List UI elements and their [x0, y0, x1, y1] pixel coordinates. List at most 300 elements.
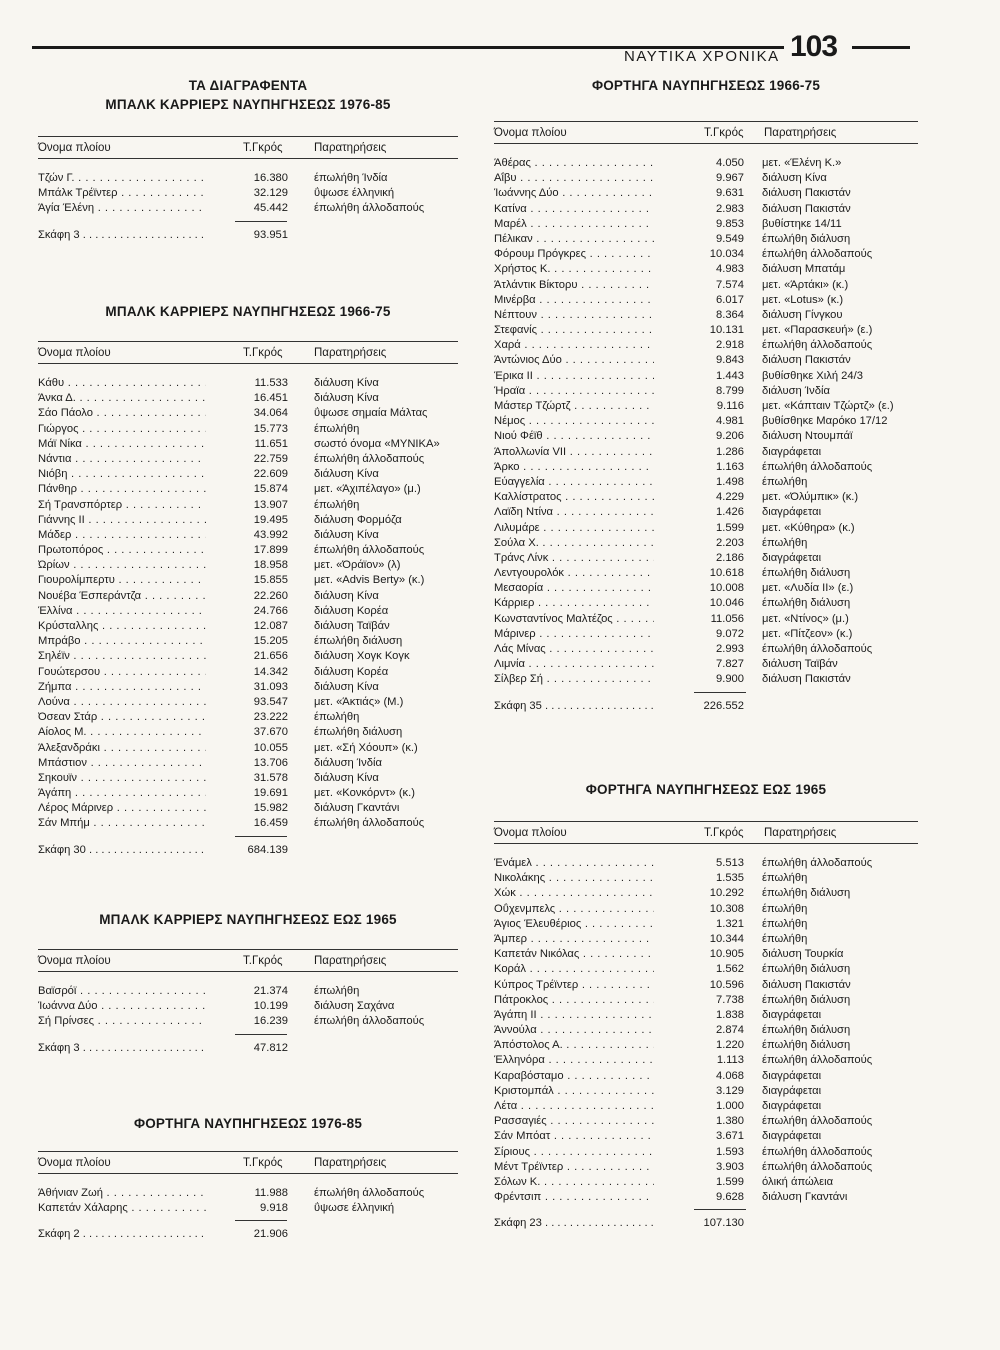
ship-name: Έλλίνα . . .: [38, 604, 206, 619]
remarks: μετ. «Άρτάκι» (κ.): [762, 278, 849, 291]
table-row: [494, 627, 918, 642]
gross-tonnage: 10.131: [709, 324, 744, 337]
section-title: ΜΠΑΛΚ ΚΑΡΡΙΕΡΣ ΝΑΥΠΗΓΗΣΕΩΣ 1966-75: [105, 304, 391, 319]
table-row: [38, 558, 458, 573]
ship-name: Κάθυ . . .: [38, 376, 206, 391]
gross-tonnage: 2.918: [716, 339, 744, 352]
column-header-name: Όνομα πλοίου: [38, 1157, 111, 1169]
gross-tonnage: 5.513: [716, 857, 744, 869]
gross-tonnage: 9.843: [716, 354, 744, 367]
gross-tonnage: 12.087: [253, 620, 288, 632]
column-header-grt: Τ.Γκρός: [243, 955, 283, 967]
table-row: [38, 741, 458, 756]
ship-list: [38, 171, 458, 217]
remarks: διάλυση Κίνα: [762, 172, 827, 185]
gross-tonnage: 9.116: [716, 400, 744, 412]
table-row: [494, 308, 918, 323]
remarks: έπωλήθη άλλοδαπούς: [314, 817, 425, 830]
gross-tonnage: 19.691: [253, 787, 288, 800]
ship-name: Καραβόσταμο . . .: [494, 1069, 654, 1084]
table-row: [38, 665, 458, 680]
gross-tonnage: 1.113: [716, 1054, 744, 1067]
gross-tonnage: 3.671: [716, 1130, 744, 1143]
ship-name: Τζών Γ. . . .: [38, 171, 206, 186]
table-row: [494, 1129, 918, 1144]
table-row: [494, 978, 918, 993]
remarks: έπωλήθη άλλοδαπούς: [762, 1054, 873, 1067]
gross-tonnage: 1.838: [716, 1008, 744, 1021]
table-row: [494, 947, 918, 962]
ship-name: Άτλάντικ Βίκτορυ . . .: [494, 278, 654, 293]
gross-tonnage: 11.056: [710, 612, 744, 625]
remarks: διάλυση Κίνα: [314, 377, 379, 389]
remarks: έπωλήθη: [762, 917, 808, 930]
ship-name: Πάνθηρ . . .: [38, 482, 206, 497]
ship-name: Μάστερ Τζώρτζ . . .: [494, 399, 654, 414]
table-row: [38, 513, 458, 528]
table-row: [494, 1175, 918, 1190]
gross-tonnage: 1.599: [716, 521, 744, 534]
table-row: [38, 573, 458, 588]
remarks: διάλυση Ντουμπάϊ: [762, 430, 853, 443]
column-header-notes: Παρατηρήσεις: [764, 827, 837, 839]
remarks: σωστό όνομα «ΜΥΝΙΚΑ»: [314, 437, 440, 450]
ship-name: Μινέρβα . . .: [494, 293, 654, 308]
table-row: [494, 475, 918, 490]
total-grt: 226.552: [703, 699, 744, 712]
ship-name: Σή Πρίνσες . . .: [38, 1014, 206, 1029]
remarks: έπωλήθη: [314, 711, 360, 724]
column-header-grt: Τ.Γκρός: [704, 827, 744, 839]
table-row: [494, 871, 918, 886]
ship-name: Ζήμπα . . .: [38, 680, 206, 695]
ship-name: Φρέντσιπ . . .: [494, 1190, 654, 1205]
table-row: [38, 498, 458, 513]
table-row: [38, 437, 458, 452]
gross-tonnage: 13.706: [253, 756, 288, 769]
table-row: [494, 414, 918, 429]
ship-name: Καλλίστρατος . . .: [494, 490, 654, 505]
table-row: [494, 1008, 918, 1023]
ship-name: Άγάπη ΙΙ . . .: [494, 1008, 654, 1023]
ship-name: Κρύσταλλης . . .: [38, 619, 206, 634]
ship-name: Τράνς Λίνκ . . .: [494, 551, 654, 566]
ship-name: Άντώνιος Δύο . . .: [494, 353, 654, 368]
table-row: [494, 217, 918, 232]
table-row: [494, 247, 918, 262]
remarks: μετ. «Lotus» (κ.): [762, 293, 844, 306]
ship-name: Λούνα . . .: [38, 695, 206, 710]
gross-tonnage: 4.983: [716, 263, 744, 276]
gross-tonnage: 45.442: [253, 202, 288, 215]
ship-list: [38, 1186, 458, 1216]
gross-tonnage: 1.000: [716, 1100, 744, 1112]
gross-tonnage: 15.874: [253, 483, 288, 496]
section-bulk-1976-85: [38, 76, 458, 243]
column-header-grt: Τ.Γκρός: [243, 1157, 283, 1169]
table-row: [494, 202, 918, 217]
remarks: διαγράφεται: [762, 1100, 822, 1112]
ship-name: Χρήστος Κ. . . .: [494, 262, 654, 277]
table-row: [38, 680, 458, 695]
remarks: έπωλήθη διάλυση: [762, 597, 851, 610]
remarks: διάλυση Φορμόζα: [314, 513, 402, 526]
ship-name: Άλεξανδράκι . . .: [38, 741, 206, 756]
ship-name: Ώρίων . . .: [38, 558, 206, 573]
ship-name: Γιουρολίμπερτυ . . .: [38, 573, 206, 588]
gross-tonnage: 11.988: [254, 1187, 288, 1199]
ship-name: Σίριους . . .: [494, 1145, 654, 1160]
gross-tonnage: 3.903: [716, 1160, 744, 1173]
table-row: [38, 725, 458, 740]
gross-tonnage: 10.618: [709, 567, 744, 580]
table-row: [494, 262, 918, 277]
total-label: Σκάφη 3 . . .: [38, 1040, 206, 1056]
gross-tonnage: 10.292: [709, 887, 744, 900]
gross-tonnage: 8.364: [716, 308, 744, 321]
remarks: μετ. «Κονκόρντ» (κ.): [314, 787, 415, 800]
table-row: [494, 902, 918, 917]
remarks: διάλυση Γκαντάνι: [314, 802, 400, 815]
gross-tonnage: 9.549: [716, 232, 744, 245]
gross-tonnage: 9.206: [716, 430, 744, 443]
gross-tonnage: 16.380: [253, 172, 288, 184]
section-cargo-1976-85: [38, 1114, 458, 1242]
remarks: διάλυση Πακιστάν: [762, 354, 851, 367]
total-rule: [494, 1205, 918, 1215]
table-header: [38, 949, 458, 970]
remarks: διάλυση Ταϊβάν: [762, 658, 838, 671]
gross-tonnage: 2.983: [716, 202, 744, 215]
table-header: [494, 821, 918, 842]
remarks: έπωλήθη άλλοδαπούς: [314, 544, 425, 557]
ship-name: Ένάμελ . . .: [494, 856, 654, 871]
total-row: [38, 842, 458, 858]
table-row: [38, 376, 458, 391]
table-row: [38, 801, 458, 816]
ship-name: Έλληνόρα . . .: [494, 1053, 654, 1068]
column-header-name: Όνομα πλοίου: [38, 347, 111, 359]
gross-tonnage: 2.993: [716, 643, 744, 655]
gross-tonnage: 6.017: [716, 293, 744, 306]
total-row: [38, 1226, 458, 1242]
table-header: [494, 121, 918, 142]
remarks: έπωλήθη άλλοδαπούς: [762, 1160, 873, 1173]
remarks: διάλυση Μπατάμ: [762, 263, 846, 276]
remarks: βυθίσθηκε Μαρόκο 17/12: [762, 415, 888, 428]
table-row: [38, 467, 458, 482]
remarks: έπωλήθη διάλυση: [762, 887, 851, 900]
total-label: Σκάφη 3 . . .: [38, 227, 206, 243]
ship-name: Μεσαορία . . .: [494, 581, 654, 596]
table-row: [38, 201, 458, 216]
remarks: μετ. «Άκτιάς» (Μ.): [314, 695, 404, 708]
ship-name: Μπάστιον . . .: [38, 756, 206, 771]
table-row: [38, 186, 458, 201]
table-row: [38, 999, 458, 1014]
remarks: έπωλήθη: [762, 536, 808, 549]
ship-name: Άμπερ . . .: [494, 932, 654, 947]
remarks: έπωλήθη άλλοδαπούς: [762, 643, 873, 655]
ship-name: Νάντια . . .: [38, 452, 206, 467]
gross-tonnage: 4.050: [716, 157, 744, 169]
ship-name: Σίλβερ Σή . . .: [494, 672, 654, 687]
gross-tonnage: 13.907: [253, 498, 288, 511]
table-row: [494, 293, 918, 308]
remarks: έπωλήθη διάλυση: [314, 726, 403, 739]
table-row: [494, 551, 918, 566]
table-row: [494, 672, 918, 687]
gross-tonnage: 14.342: [253, 665, 288, 678]
column-header-grt: Τ.Γκρός: [704, 127, 744, 139]
ship-name: Φόρουμ Πρόγκρες . . .: [494, 247, 654, 262]
gross-tonnage: 9.967: [716, 172, 744, 185]
table-row: [494, 1023, 918, 1038]
ship-name: Χώκ . . .: [494, 886, 654, 901]
table-row: [38, 589, 458, 604]
table-header: [38, 1151, 458, 1172]
remarks: έπωλήθη: [762, 872, 808, 885]
gross-tonnage: 21.656: [253, 650, 288, 663]
ship-name: Άγάπη . . .: [38, 786, 206, 801]
remarks: διάλυση Κίνα: [314, 468, 379, 481]
remarks: μετ. «Advis Berty» (κ.): [314, 574, 425, 587]
remarks: μετ. «Ντίνος» (μ.): [762, 612, 849, 625]
remarks: έπωλήθη: [314, 498, 360, 511]
table-row: [494, 1114, 918, 1129]
ship-name: Γουώτερσου . . .: [38, 665, 206, 680]
table-row: [494, 369, 918, 384]
ship-name: Λαϊδη Ντίνα . . .: [494, 505, 654, 520]
ship-name: Μαρέλ . . .: [494, 217, 654, 232]
gross-tonnage: 16.459: [253, 817, 288, 830]
ship-name: Βαϊσρόϊ . . .: [38, 984, 206, 999]
gross-tonnage: 4.068: [716, 1069, 744, 1082]
table-row: [38, 771, 458, 786]
table-row: [494, 384, 918, 399]
table-row: [494, 581, 918, 596]
remarks: διάλυση Κίνα: [314, 589, 379, 602]
total-label: Σκάφη 2 . . .: [38, 1226, 206, 1242]
table-row: [494, 399, 918, 414]
gross-tonnage: 7.738: [716, 993, 744, 1006]
column-header-notes: Παρατηρήσεις: [764, 127, 837, 139]
gross-tonnage: 32.129: [253, 187, 288, 200]
ship-name: Γιάννης ΙΙ . . .: [38, 513, 206, 528]
column-header-grt: Τ.Γκρός: [243, 347, 283, 359]
remarks: έπωλήθη: [762, 932, 808, 945]
gross-tonnage: 9.853: [716, 217, 744, 230]
ship-name: Ρασσαγιές . . .: [494, 1114, 654, 1129]
ship-name: Έρικα ΙΙ . . .: [494, 369, 654, 384]
gross-tonnage: 1.593: [716, 1145, 744, 1158]
remarks: διάλυση Γίνγκου: [762, 308, 843, 321]
ship-name: Μάρινερ . . .: [494, 627, 654, 642]
table-row: [494, 657, 918, 672]
ship-name: Νικολάκης . . .: [494, 871, 654, 886]
section-cargo-1966-75: [494, 76, 918, 714]
table-row: [38, 756, 458, 771]
header-rule-right: [852, 46, 910, 49]
gross-tonnage: 9.631: [716, 187, 744, 200]
ship-name: Κωνσταντίνος Μαλτέζος . . .: [494, 612, 654, 627]
ship-name: Σόλων Κ. . . .: [494, 1175, 654, 1190]
ship-name: Λιλυμάρε . . .: [494, 521, 654, 536]
section-title: ΦΟΡΤΗΓΑ ΝΑΥΠΗΓΗΣΕΩΣ 1966-75: [591, 78, 821, 93]
table-header: [38, 341, 458, 362]
remarks: έπωλήθη: [762, 902, 808, 915]
table-row: [494, 232, 918, 247]
gross-tonnage: 24.766: [253, 604, 288, 617]
gross-tonnage: 9.900: [716, 673, 744, 686]
section-bulk-until-1965: [38, 910, 458, 1056]
ship-name: Άπολλωνία VII . . .: [494, 445, 654, 460]
gross-tonnage: 1.380: [716, 1115, 744, 1128]
gross-tonnage: 34.064: [253, 407, 288, 420]
total-rule: [494, 688, 918, 698]
ship-name: Λέτα . . .: [494, 1099, 654, 1114]
remarks: διάλυση Χογκ Κογκ: [314, 650, 410, 663]
ship-name: Πάτροκλος . . .: [494, 993, 654, 1008]
table-row: [38, 1186, 458, 1201]
table-row: [38, 391, 458, 406]
magazine-title: ΝΑΥΤΙΚΑ ΧΡΟΝΙΚΑ: [624, 48, 780, 65]
remarks: ΰψωσε έλληνική: [314, 187, 395, 200]
ship-name: Μέντ Τρέϊντερ . . .: [494, 1160, 654, 1175]
ship-name: Κατίνα . . .: [494, 202, 654, 217]
gross-tonnage: 22.260: [253, 589, 288, 602]
ship-name: Λεντγουρολόκ . . .: [494, 566, 654, 581]
table-row: [38, 452, 458, 467]
table-row: [494, 1053, 918, 1068]
table-row: [494, 521, 918, 536]
total-label: Σκάφη 35 . . .: [494, 698, 654, 714]
table-row: [38, 543, 458, 558]
gross-tonnage: 16.239: [253, 1015, 288, 1028]
gross-tonnage: 23.222: [253, 711, 288, 724]
table-header: [38, 136, 458, 157]
gross-tonnage: 11.651: [254, 437, 288, 450]
gross-tonnage: 10.596: [709, 978, 744, 991]
gross-tonnage: 4.981: [716, 415, 744, 428]
gross-tonnage: 9.628: [716, 1191, 744, 1204]
ship-name: Καπετάν Νικόλας . . .: [494, 947, 654, 962]
gross-tonnage: 9.072: [716, 627, 744, 640]
gross-tonnage: 10.308: [709, 902, 744, 915]
table-row: [494, 536, 918, 551]
gross-tonnage: 2.874: [716, 1024, 744, 1037]
gross-tonnage: 10.046: [709, 597, 744, 610]
table-row: [494, 156, 918, 171]
ship-name: Άθήνιαν Ζωή . . .: [38, 1186, 206, 1201]
table-row: [494, 1084, 918, 1099]
remarks: διαγράφεται: [762, 1130, 822, 1143]
ship-name: Άπόστολος Α. . . .: [494, 1038, 654, 1053]
gross-tonnage: 1.535: [716, 872, 744, 885]
table-row: [494, 429, 918, 444]
total-row: [38, 1040, 458, 1056]
remarks: έπωλήθη διάλυση: [762, 232, 851, 245]
remarks: διάλυση Ίνδία: [314, 756, 382, 769]
remarks: διάλυση Πακιστάν: [762, 202, 851, 215]
ship-name: Σηκουϊν . . .: [38, 771, 206, 786]
ship-name: Στεφανίς . . .: [494, 323, 654, 338]
ship-list: [494, 856, 918, 1205]
table-row: [494, 962, 918, 977]
remarks: έπωλήθη: [762, 475, 808, 488]
remarks: διάλυση Κίνα: [314, 680, 379, 693]
total-grt: 47.812: [253, 1041, 288, 1054]
remarks: μετ. «Λυδία ΙΙ» (ε.): [762, 582, 854, 595]
gross-tonnage: 1.426: [716, 506, 744, 519]
remarks: διάλυση Πακιστάν: [762, 673, 851, 686]
table-row: [494, 1099, 918, 1114]
remarks: έπωλήθη διάλυση: [762, 567, 851, 580]
gross-tonnage: 19.495: [253, 513, 288, 526]
ship-name: Άγιος Έλευθέριος . . .: [494, 917, 654, 932]
remarks: έπωλήθη διάλυση: [762, 963, 851, 976]
table-row: [38, 816, 458, 831]
ship-name: Κάρριερ . . .: [494, 596, 654, 611]
remarks: βυθίσθηκε Χιλή 24/3: [762, 369, 863, 382]
gross-tonnage: 22.609: [253, 468, 288, 481]
remarks: έπωλήθη άλλοδαπούς: [314, 452, 425, 465]
ship-name: Ίωάννα Δύο . . .: [38, 999, 206, 1014]
table-row: [38, 695, 458, 710]
remarks: μετ. «Πίτζεον» (κ.): [762, 627, 853, 640]
ship-list: [494, 156, 918, 688]
column-header-name: Όνομα πλοίου: [38, 142, 111, 154]
remarks: διάλυση Ίνδία: [762, 384, 830, 397]
table-row: [38, 649, 458, 664]
ship-name: Μάϊ Νίκα . . .: [38, 437, 206, 452]
total-rule: [38, 1216, 458, 1226]
total-rule: [38, 832, 458, 842]
table-row: [494, 186, 918, 201]
table-row: [494, 932, 918, 947]
remarks: έπωλήθη άλλοδαπούς: [314, 1015, 425, 1028]
ship-name: Σηλέϊν . . .: [38, 649, 206, 664]
ship-name: Κριστομπάλ . . .: [494, 1084, 654, 1099]
table-row: [494, 612, 918, 627]
remarks: διάλυση Κορέα: [314, 665, 389, 678]
remarks: έπωλήθη διάλυση: [314, 635, 403, 648]
gross-tonnage: 7.574: [716, 278, 744, 291]
remarks: όλική άπώλεια: [762, 1175, 834, 1188]
remarks: βυθίστηκε 14/11: [762, 217, 842, 230]
remarks: διαγράφεται: [762, 551, 822, 564]
section-cargo-until-1965: [494, 780, 918, 1231]
ship-name: Άγία Έλένη . . .: [38, 201, 206, 216]
remarks: διάλυση Πακιστάν: [762, 978, 851, 991]
ship-name: Αίολος Μ. . . .: [38, 725, 206, 740]
remarks: έπωλήθη άλλοδαπούς: [762, 248, 873, 261]
table-row: [494, 1145, 918, 1160]
table-row: [494, 338, 918, 353]
remarks: διάλυση Ταϊβάν: [314, 620, 390, 632]
remarks: έπωλήθη άλλοδαπούς: [762, 1145, 873, 1158]
remarks: ΰψωσε έλληνική: [314, 1202, 395, 1215]
gross-tonnage: 11.533: [254, 377, 288, 389]
gross-tonnage: 37.670: [253, 726, 288, 739]
gross-tonnage: 18.958: [253, 559, 288, 572]
remarks: διάλυση Γκαντάνι: [762, 1191, 848, 1204]
gross-tonnage: 31.093: [253, 680, 288, 693]
ship-name: Κοράλ . . .: [494, 962, 654, 977]
table-row: [494, 596, 918, 611]
gross-tonnage: 93.547: [253, 695, 288, 708]
table-row: [494, 1160, 918, 1175]
